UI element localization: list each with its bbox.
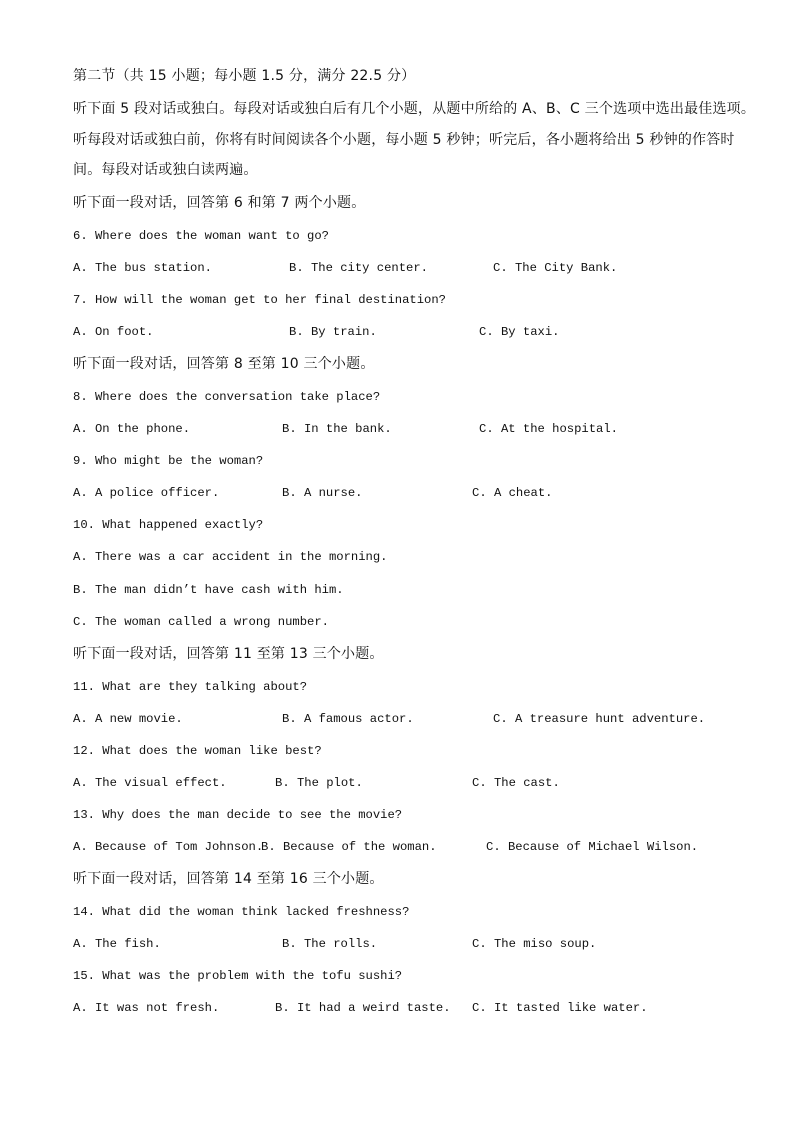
q7-option-c: C. By taxi. (479, 325, 560, 339)
q12-option-a: A. The visual effect. (73, 776, 227, 790)
question-8: 8. Where does the conversation take place? (73, 390, 381, 404)
q11-option-b: B. A famous actor. (282, 712, 414, 726)
question-9: 9. Who might be the woman? (73, 454, 264, 468)
q13-option-a: A. Because of Tom Johnson. (73, 840, 264, 854)
dialogue-instruction-1: 听下面一段对话，回答第 6 和第 7 两个小题。 (73, 195, 366, 211)
q11-option-a: A. A new movie. (73, 712, 183, 726)
q10-option-a: A. There was a car accident in the morning. (73, 550, 388, 564)
question-7: 7. How will the woman get to her final destination? (73, 293, 446, 307)
dialogue-instruction-2: 听下面一段对话，回答第 8 至第 10 三个小题。 (73, 356, 375, 372)
q7-option-b: B. By train. (289, 325, 377, 339)
q9-option-b: B. A nurse. (282, 486, 363, 500)
q15-option-a: A. It was not fresh. (73, 1001, 220, 1015)
q14-option-a: A. The fish. (73, 937, 161, 951)
q7-option-a: A. On foot. (73, 325, 154, 339)
question-15: 15. What was the problem with the tofu sushi? (73, 969, 403, 983)
q13-option-b: B. Because of the woman. (261, 840, 437, 854)
q15-option-b: B. It had a weird taste. (275, 1001, 451, 1015)
question-14: 14. What did the woman think lacked freshness? (73, 905, 410, 919)
q14-option-c: C. The miso soup. (472, 937, 597, 951)
q15-option-c: C. It tasted like water. (472, 1001, 648, 1015)
q10-option-b: B. The man didn’t have cash with him. (73, 583, 344, 597)
q10-option-c: C. The woman called a wrong number. (73, 615, 329, 629)
q14-option-b: B. The rolls. (282, 937, 378, 951)
q12-option-c: C. The cast. (472, 776, 560, 790)
instructions-line-3: 间。每段对话或独白读两遍。 (73, 162, 258, 178)
q6-option-c: C. The City Bank. (493, 261, 618, 275)
q13-option-c: C. Because of Michael Wilson. (486, 840, 699, 854)
q9-option-c: C. A cheat. (472, 486, 553, 500)
q6-option-a: A. The bus station. (73, 261, 212, 275)
instructions-line-2: 听每段对话或独白前，你将有时间阅读各个小题，每小题 5 秒钟；听完后，各小题将给出 5 秒钟的作答时 (73, 132, 735, 148)
q6-option-b: B. The city center. (289, 261, 428, 275)
dialogue-instruction-3: 听下面一段对话，回答第 11 至第 13 三个小题。 (73, 646, 384, 662)
question-12: 12. What does the woman like best? (73, 744, 322, 758)
question-13: 13. Why does the man decide to see the movie? (73, 808, 403, 822)
q11-option-c: C. A treasure hunt adventure. (493, 712, 706, 726)
question-11: 11. What are they talking about? (73, 680, 308, 694)
section-title: 第二节（共 15 小题；每小题 1.5 分，满分 22.5 分） (73, 68, 416, 84)
question-6: 6. Where does the woman want to go? (73, 229, 329, 243)
question-10: 10. What happened exactly? (73, 518, 264, 532)
dialogue-instruction-4: 听下面一段对话，回答第 14 至第 16 三个小题。 (73, 871, 384, 887)
q12-option-b: B. The plot. (275, 776, 363, 790)
instructions-line-1: 听下面 5 段对话或独白。每段对话或独白后有几个小题，从题中所给的 A、B、C 三个选项中选出最佳选项。 (73, 101, 756, 117)
q8-option-a: A. On the phone. (73, 422, 191, 436)
q9-option-a: A. A police officer. (73, 486, 220, 500)
q8-option-c: C. At the hospital. (479, 422, 618, 436)
q8-option-b: B. In the bank. (282, 422, 392, 436)
